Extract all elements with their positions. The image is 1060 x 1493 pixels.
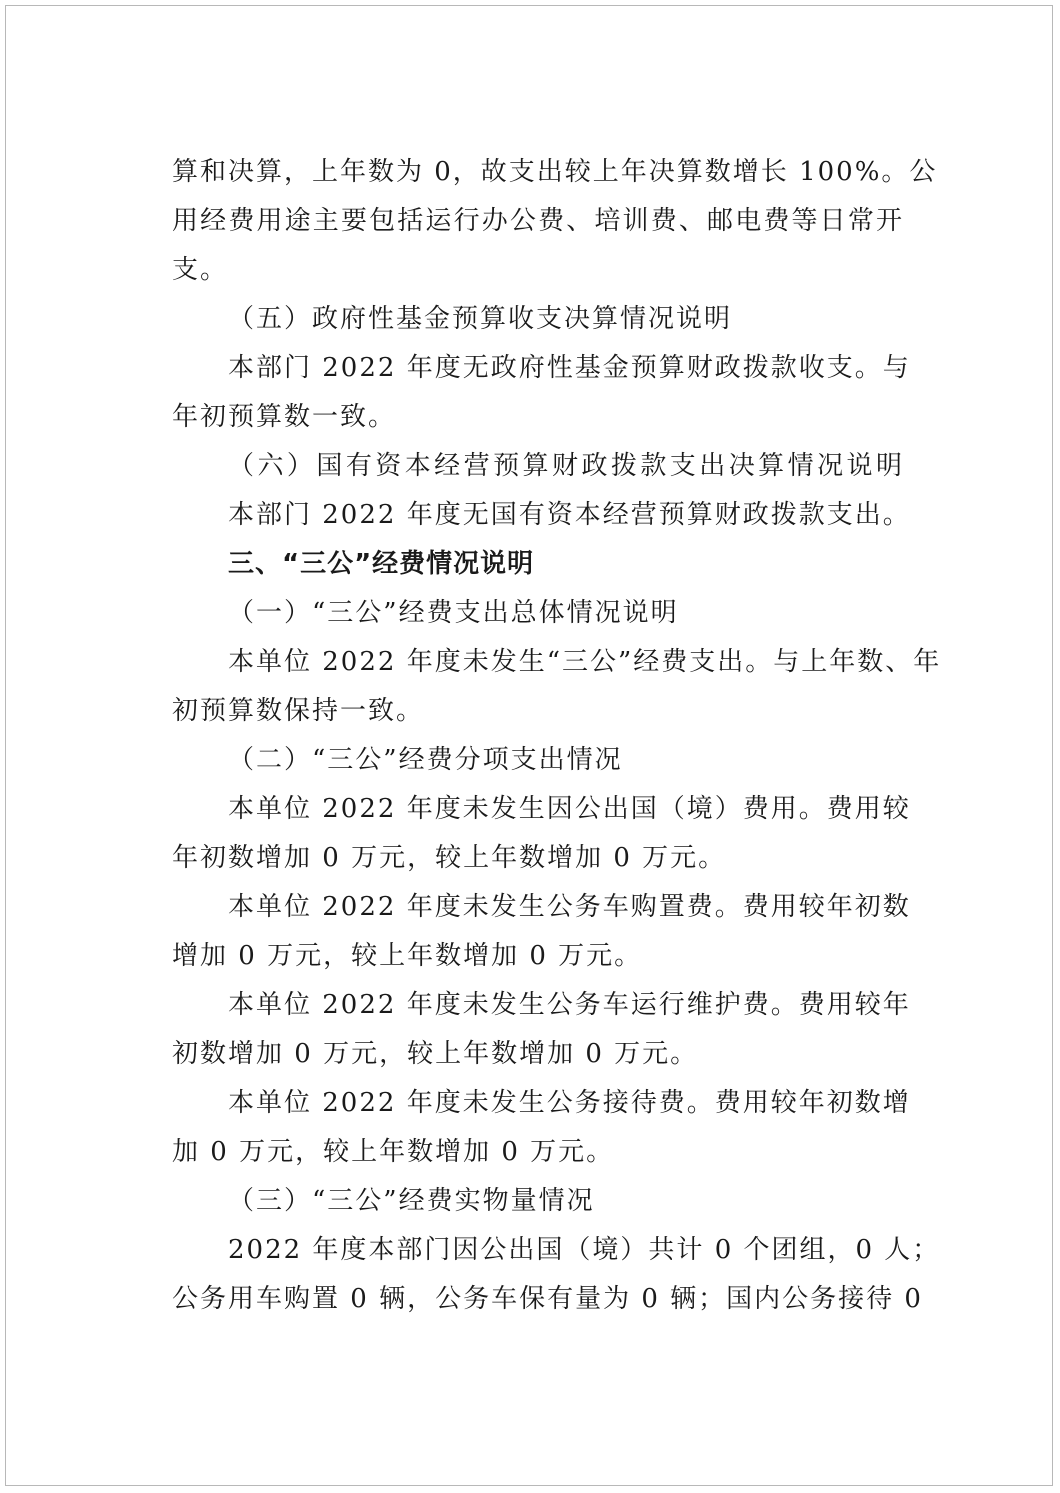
- paragraph-line: 本单位 2022 年度未发生“三公”经费支出。与上年数、年: [228, 647, 942, 677]
- paragraph-line: 本部门 2022 年度无国有资本经营预算财政拨款支出。: [228, 500, 911, 530]
- paragraph-line: 年初预算数一致。: [172, 402, 397, 432]
- paragraph-line: 用经费用途主要包括运行办公费、培训费、邮电费等日常开: [172, 206, 904, 236]
- paragraph-line: 2022 年度本部门因公出国（境）共计 0 个团组，0 人；: [228, 1235, 941, 1265]
- section-heading: （六）国有资本经营预算财政拨款支出决算情况说明: [228, 451, 904, 481]
- paragraph-line: 支。: [172, 255, 229, 285]
- paragraph-line: 增加 0 万元，较上年数增加 0 万元。: [172, 941, 643, 971]
- paragraph-line: 本单位 2022 年度未发生公务车购置费。费用较年初数: [228, 892, 911, 922]
- paragraph-line: 本单位 2022 年度未发生公务接待费。费用较年初数增: [228, 1088, 911, 1118]
- paragraph-line: 本单位 2022 年度未发生公务车运行维护费。费用较年: [228, 990, 911, 1020]
- paragraph-line: 算和决算，上年数为 0，故支出较上年决算数增长 100%。公: [172, 157, 938, 187]
- paragraph-line: 加 0 万元，较上年数增加 0 万元。: [172, 1137, 615, 1167]
- document-page: [5, 5, 1053, 1486]
- paragraph-line: 年初数增加 0 万元，较上年数增加 0 万元。: [172, 843, 727, 873]
- section-heading: （三）“三公”经费实物量情况: [228, 1186, 595, 1216]
- paragraph-line: 本部门 2022 年度无政府性基金预算财政拨款收支。与: [228, 353, 911, 383]
- paragraph-line: 初数增加 0 万元，较上年数增加 0 万元。: [172, 1039, 699, 1069]
- paragraph-line: 公务用车购置 0 辆，公务车保有量为 0 辆；国内公务接待 0: [172, 1284, 923, 1314]
- section-heading: （一）“三公”经费支出总体情况说明: [228, 598, 679, 628]
- paragraph-line: 本单位 2022 年度未发生因公出国（境）费用。费用较: [228, 794, 911, 824]
- chapter-heading: 三、“三公”经费情况说明: [228, 549, 535, 579]
- paragraph-line: 初预算数保持一致。: [172, 696, 425, 726]
- section-heading: （二）“三公”经费分项支出情况: [228, 745, 623, 775]
- section-heading: （五）政府性基金预算收支决算情况说明: [228, 304, 733, 334]
